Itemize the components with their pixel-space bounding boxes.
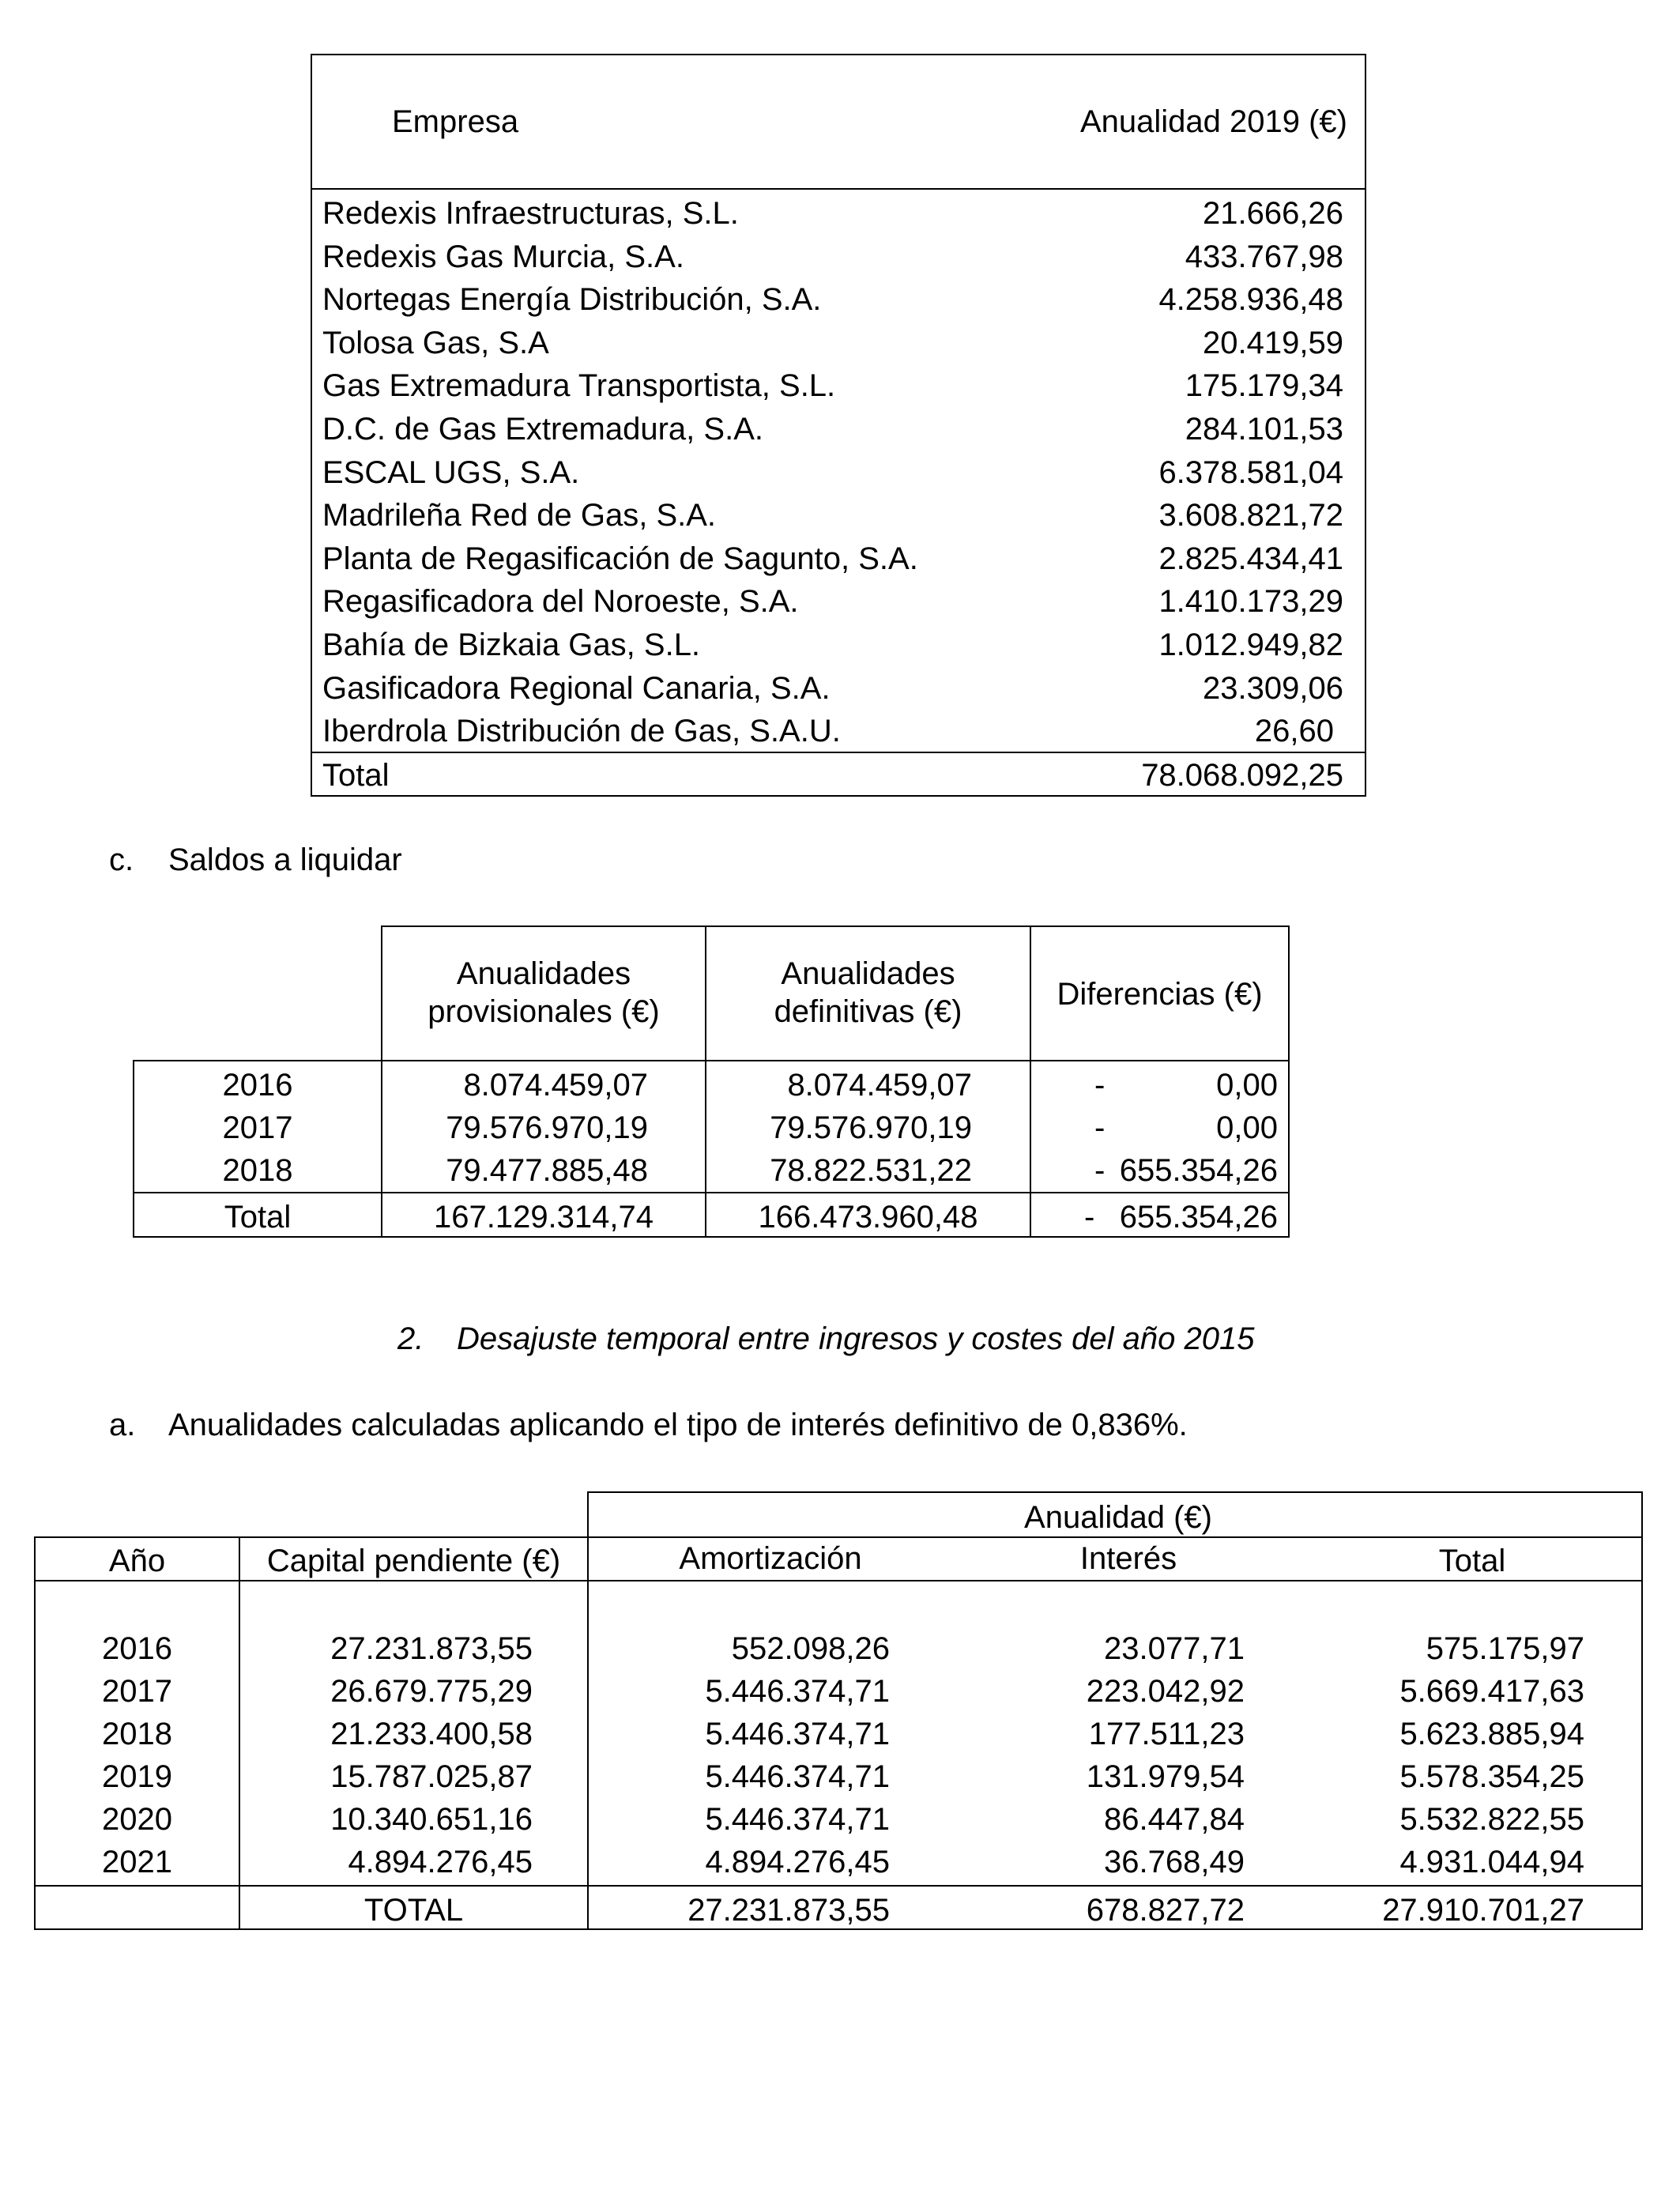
t3-header-total: Total	[1438, 1544, 1506, 1578]
t1-header-divider	[311, 188, 1366, 190]
t1-row-name: Nortegas Energía Distribución, S.A.	[322, 282, 822, 318]
section-2-title: Desajuste temporal entre ingresos y costes del año 2015	[457, 1321, 1255, 1356]
t2-header-prov-line2: provisionales (€)	[428, 994, 660, 1029]
t1-row-value: 23.309,06	[1203, 670, 1343, 706]
section-c-marker: c.	[109, 843, 134, 877]
t1-border-top	[311, 54, 1366, 55]
t3-row-capital: 4.894.276,45	[348, 1845, 533, 1879]
t1-row-value: 1.410.173,29	[1158, 584, 1343, 620]
t2-row-sign: -	[1094, 1068, 1106, 1103]
t3-row-year: 2019	[102, 1759, 172, 1794]
t1-row-name: Gasificadora Regional Canaria, S.A.	[322, 670, 831, 706]
t1-row-name: Gas Extremadura Transportista, S.L.	[322, 368, 836, 404]
t3-row-capital: 26.679.775,29	[330, 1674, 533, 1709]
t2-row-diff: 0,00	[1216, 1110, 1278, 1145]
t3-row-total: 5.532.822,55	[1399, 1802, 1584, 1837]
t3-row-year: 2021	[102, 1845, 172, 1879]
t1-row-value: 284.101,53	[1185, 412, 1343, 447]
t3-row-total: 4.931.044,94	[1399, 1845, 1584, 1879]
t3-header-top	[34, 1536, 1643, 1538]
t1-row-name: Bahía de Bizkaia Gas, S.L.	[322, 628, 701, 662]
t1-row-name: Redexis Infraestructuras, S.L.	[322, 196, 739, 231]
t3-border-right	[1641, 1491, 1643, 1930]
t1-row-value: 21.666,26	[1203, 196, 1343, 231]
t3-row-interes: 36.768,49	[1104, 1845, 1245, 1879]
t1-row-name: Redexis Gas Murcia, S.A.	[322, 239, 684, 274]
t1-header-empresa: Empresa	[392, 104, 519, 139]
t1-row-value: 433.767,98	[1185, 239, 1343, 274]
t3-total-divider	[34, 1885, 1643, 1887]
section-a-marker: a.	[109, 1408, 136, 1442]
t3-row-amort: 5.446.374,71	[705, 1802, 890, 1837]
t2-row-sign: -	[1094, 1110, 1106, 1145]
t3-row-capital: 21.233.400,58	[330, 1717, 533, 1751]
t2-row-year: 2018	[222, 1153, 293, 1188]
t3-total-amort: 27.231.873,55	[687, 1893, 890, 1928]
t3-total-label: TOTAL	[363, 1893, 464, 1928]
t3-row-year: 2017	[102, 1674, 172, 1709]
t1-border-right	[1365, 54, 1366, 797]
t3-row-interes: 223.042,92	[1086, 1674, 1245, 1709]
t3-row-amort: 5.446.374,71	[705, 1759, 890, 1794]
t2-total-def: 166.473.960,48	[758, 1200, 978, 1235]
t3-header-year: Año	[108, 1544, 166, 1578]
t2-header-prov-line1: Anualidades	[456, 956, 631, 991]
t2-header-def-line2: definitivas (€)	[774, 994, 962, 1029]
t2-total-diff: 655.354,26	[1119, 1200, 1278, 1235]
t3-row-capital: 10.340.651,16	[330, 1802, 533, 1837]
t2-row-prov: 79.576.970,19	[446, 1110, 648, 1145]
t2-row-def: 8.074.459,07	[787, 1068, 972, 1103]
t1-row-name: ESCAL UGS, S.A.	[322, 454, 580, 490]
t1-row-value: 175.179,34	[1185, 368, 1343, 404]
t1-row-name: Planta de Regasificación de Sagunto, S.A.	[322, 541, 918, 576]
t3-row-total: 5.623.885,94	[1399, 1717, 1584, 1751]
t3-row-interes: 86.447,84	[1104, 1802, 1245, 1837]
t3-group-header: Anualidad (€)	[1024, 1500, 1212, 1535]
t2-total-divider	[133, 1192, 1290, 1193]
t1-total-label: Total	[322, 758, 390, 793]
t2-total-sign: -	[1084, 1200, 1095, 1235]
t3-row-interes: 177.511,23	[1088, 1717, 1245, 1751]
t2-row-def: 79.576.970,19	[770, 1110, 972, 1145]
section-a-title: Anualidades calculadas aplicando el tipo de interés definitivo de 0,836%.	[168, 1408, 1188, 1442]
t2-row-def: 78.822.531,22	[770, 1153, 972, 1188]
t2-row-year: 2016	[222, 1068, 293, 1103]
t3-row-amort: 4.894.276,45	[705, 1845, 890, 1879]
t2-row-sign: -	[1094, 1153, 1106, 1188]
t2-row-prov: 8.074.459,07	[463, 1068, 648, 1103]
t3-row-total: 575.175,97	[1426, 1631, 1584, 1666]
t3-row-capital: 15.787.025,87	[330, 1759, 533, 1794]
t1-row-name: Madrileña Red de Gas, S.A.	[322, 498, 717, 533]
t2-header-divider	[133, 1060, 1290, 1061]
t1-row-value: 4.258.936,48	[1158, 282, 1343, 318]
t3-header-interes: Interés	[1079, 1541, 1177, 1576]
t3-row-capital: 27.231.873,55	[330, 1631, 533, 1666]
t2-total-label: Total	[224, 1200, 292, 1235]
t3-row-amort: 5.446.374,71	[705, 1717, 890, 1751]
t2-row-diff: 655.354,26	[1119, 1153, 1278, 1188]
t3-row-interes: 131.979,54	[1086, 1759, 1245, 1794]
t2-row-prov: 79.477.885,48	[446, 1153, 648, 1188]
t3-border-bottom	[34, 1928, 1643, 1930]
t3-row-amort: 552.098,26	[731, 1631, 890, 1666]
t1-row-name: Regasificadora del Noroeste, S.A.	[322, 584, 799, 620]
t3-row-year: 2018	[102, 1717, 172, 1751]
t1-header-anualidad: Anualidad 2019 (€)	[1079, 104, 1347, 139]
t1-row-value: 6.378.581,04	[1158, 454, 1343, 490]
t1-total-value: 78.068.092,25	[1141, 758, 1343, 793]
t3-col-divider-2	[587, 1491, 589, 1930]
t2-border-top	[381, 925, 1290, 927]
t1-border-bottom	[311, 795, 1366, 797]
t2-border-bottom	[133, 1236, 1290, 1238]
t1-row-value: 3.608.821,72	[1158, 498, 1343, 533]
section-2-marker: 2.	[397, 1321, 424, 1356]
t1-row-name: D.C. de Gas Extremadura, S.A.	[322, 412, 763, 447]
t3-row-amort: 5.446.374,71	[705, 1674, 890, 1709]
t1-row-name: Tolosa Gas, S.A	[322, 325, 549, 360]
t3-header-amort: Amortización	[679, 1541, 862, 1576]
t3-header-capital: Capital pendiente (€)	[266, 1544, 561, 1578]
t2-row-year: 2017	[222, 1110, 293, 1145]
t3-total-total: 27.910.701,27	[1382, 1893, 1584, 1928]
t3-header-bottom	[34, 1580, 1643, 1581]
t1-total-divider	[311, 752, 1366, 753]
t3-row-interes: 23.077,71	[1104, 1631, 1245, 1666]
t1-row-value: 20.419,59	[1203, 325, 1343, 360]
t2-header-diferencias: Diferencias (€)	[1057, 977, 1263, 1012]
t3-total-interes: 678.827,72	[1086, 1893, 1245, 1928]
t1-row-value: 1.012.949,82	[1158, 628, 1343, 662]
t1-row-value: 2.825.434,41	[1158, 541, 1343, 576]
t3-border-top	[587, 1491, 1643, 1493]
t1-border-left	[311, 54, 312, 797]
t2-col-divider-3	[1030, 925, 1031, 1238]
section-c-title: Saldos a liquidar	[168, 843, 402, 877]
t3-row-total: 5.669.417,63	[1399, 1674, 1584, 1709]
t1-row-name: Iberdrola Distribución de Gas, S.A.U.	[322, 714, 841, 749]
t2-total-prov: 167.129.314,74	[433, 1200, 654, 1235]
t2-header-def-line1: Anualidades	[781, 956, 955, 991]
t3-row-year: 2020	[102, 1802, 172, 1837]
t3-row-total: 5.578.354,25	[1399, 1759, 1584, 1794]
t1-row-value: 26,60	[1254, 714, 1334, 749]
t2-border-right	[1288, 925, 1290, 1238]
t3-row-year: 2016	[102, 1631, 172, 1666]
t2-row-diff: 0,00	[1216, 1068, 1278, 1103]
